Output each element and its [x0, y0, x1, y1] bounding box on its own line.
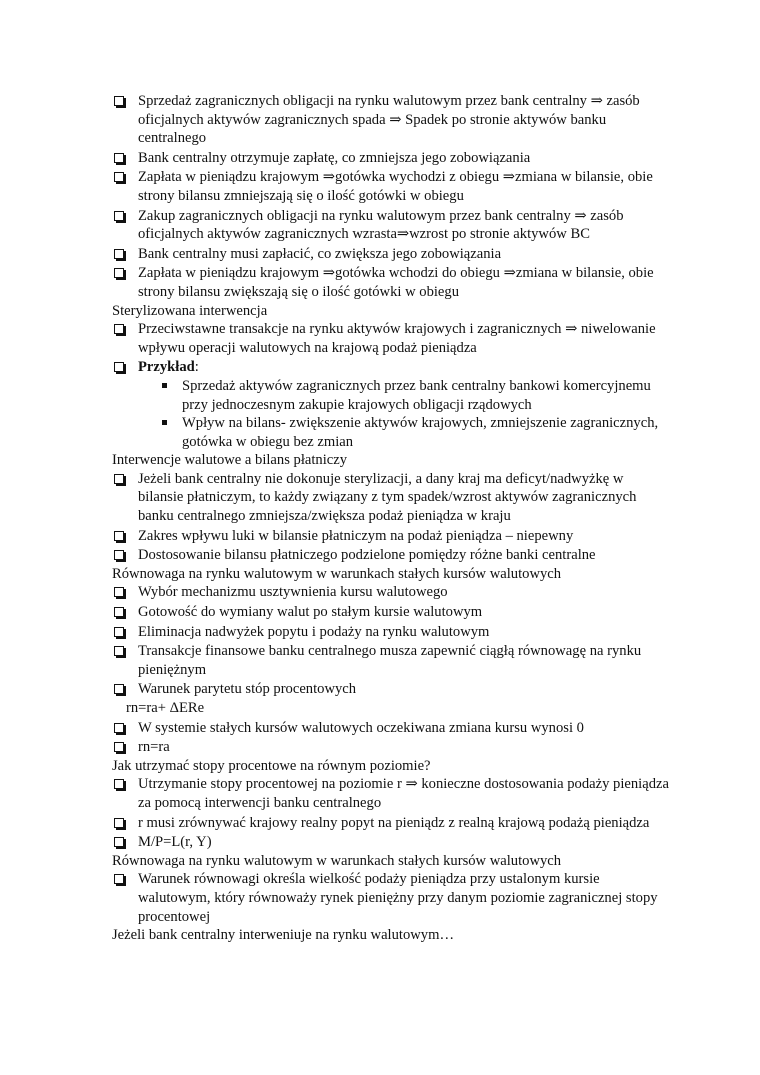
checkbox-bullet-icon	[114, 362, 124, 372]
square-bullet-icon	[162, 383, 167, 388]
sub-list-item-text: Wpływ na bilans- zwiększenie aktywów krajowych, zmniejszenie zagranicznych, gotówka w obiegu bez zmian	[182, 415, 659, 450]
list-item-text: Transakcje finansowe banku centralnego musza zapewnić ciągłą równowagę na rynku pieniężnym	[138, 643, 642, 678]
list-item	[112, 245, 672, 264]
checkbox-bullet-icon	[114, 324, 124, 334]
checkbox-bullet-icon	[114, 587, 124, 597]
list-item-text: Przeciwstawne transakcje na rynku aktywów krajowych i zagranicznych ⇒ niwelowanie wpływu operacji walutowych na krajową podaż pieniądza	[138, 321, 656, 356]
checkbox-bullet-icon	[114, 627, 124, 637]
checkbox-bullet-icon	[114, 742, 124, 752]
checkbox-bullet-icon	[114, 646, 124, 656]
list-item	[112, 719, 672, 738]
checkbox-bullet-icon	[114, 779, 124, 789]
sub-list-item	[112, 414, 672, 451]
list-item	[112, 470, 672, 526]
checkbox-bullet-icon	[114, 531, 124, 541]
list-item-text: Zakres wpływu luki w bilansie płatniczym na podaż pieniądza – niepewny	[138, 527, 574, 544]
example-label: Przykład	[138, 359, 195, 376]
list-item	[112, 642, 672, 679]
list-item-text: Zakup zagranicznych obligacji na rynku walutowym przez bank centralny ⇒ zasób oficjalnych aktywów zagranicznych wzrasta⇒wzrost po stronie aktywów BC	[138, 207, 624, 243]
example-label-colon: :	[194, 359, 199, 376]
section-heading: Sterylizowana interwencja	[112, 302, 268, 319]
list-item-text: Zapłata w pieniądzu krajowym ⇒gotówka wychodzi z obiegu ⇒zmiana w bilansie, obie strony bilansu zmniejszają się o ilość gotówki w obiegu	[138, 169, 653, 204]
list-item-text: Zapłata w pieniądzu krajowym ⇒gotówka wchodzi do obiegu ⇒zmiana w bilansie, obie strony bilansu zwiększają się o ilość gotówki w obiegu	[138, 265, 654, 300]
list-item	[112, 775, 672, 812]
list-item-text: Bank centralny musi zapłacić, co zwiększa jego zobowiązania	[138, 245, 502, 262]
list-item	[112, 546, 672, 565]
checkbox-bullet-icon	[114, 153, 124, 163]
list-item-text: Gotowość do wymiany walut po stałym kursie walutowym	[138, 604, 483, 621]
list-item	[112, 264, 672, 301]
list-item	[112, 92, 672, 148]
list-item-text: Warunek parytetu stóp procentowych	[138, 681, 357, 698]
list-item	[112, 168, 672, 205]
square-bullet-icon	[162, 420, 167, 425]
list-item-text: r musi zrównywać krajowy realny popyt na pieniądz z realną krajową podażą pieniądza	[138, 814, 650, 831]
list-item-text: Wybór mechanizmu usztywnienia kursu walutowego	[138, 584, 448, 601]
sub-list-item-text: Sprzedaż aktywów zagranicznych przez bank centralny bankowi komercyjnemu przy jednoczesnym zakupie krajowych obligacji rządowych	[182, 377, 651, 413]
checkbox-bullet-icon	[114, 837, 124, 847]
list-item	[112, 149, 672, 168]
checkbox-bullet-icon	[114, 550, 124, 560]
list-item	[112, 623, 672, 642]
checkbox-bullet-icon	[114, 172, 124, 182]
checkbox-bullet-icon	[114, 607, 124, 617]
list-item-text: Bank centralny otrzymuje zapłatę, co zmniejsza jego zobowiązania	[138, 149, 531, 166]
list-item	[112, 870, 672, 926]
checkbox-bullet-icon	[114, 723, 124, 733]
section-heading: Jak utrzymać stopy procentowe na równym poziomie?	[112, 757, 431, 774]
list-item-text: Sprzedaż zagranicznych obligacji na rynku walutowym przez bank centralny ⇒ zasób oficjalnych aktywów zagranicznych spada ⇒ Spadek po stronie aktywów banku centralnego	[138, 93, 640, 147]
checkbox-bullet-icon	[114, 474, 124, 484]
list-item	[112, 207, 672, 244]
checkbox-bullet-icon	[114, 684, 124, 694]
list-item	[112, 814, 672, 833]
list-item	[112, 358, 672, 377]
list-item-text: W systemie stałych kursów walutowych oczekiwana zmiana kursu wynosi 0	[138, 719, 584, 736]
list-item-text: Warunek równowagi określa wielkość podaży pieniądza przy ustalonym kursie walutowym, który równoważy rynek pieniężny przy danym poziomie zagranicznej stopy procentowej	[138, 871, 658, 925]
list-item	[112, 320, 672, 357]
section-heading: Równowaga na rynku walutowym w warunkach stałych kursów walutowych	[112, 565, 562, 582]
list-item	[112, 833, 672, 852]
list-item-text: Jeżeli bank centralny nie dokonuje sterylizacji, a dany kraj ma deficyt/nadwyżkę w bilansie płatniczym, to każdy związany z tym spadek/wzrost aktywów zagranicznych banku centralnego zmniejsza/zwiększa podaż pieniądza w kraju	[138, 470, 637, 525]
checkbox-bullet-icon	[114, 818, 124, 828]
formula-line: rn=ra+ ΔERe	[126, 700, 205, 716]
checkbox-bullet-icon	[114, 211, 124, 221]
list-item-text: Dostosowanie bilansu płatniczego podzielone pomiędzy różne banki centralne	[138, 547, 596, 564]
list-item-text: M/P=L(r, Y)	[138, 834, 212, 851]
list-item	[112, 738, 672, 757]
sub-list-item	[112, 377, 672, 414]
section-heading: Interwencje walutowe a bilans płatniczy	[112, 452, 348, 469]
section-heading: Równowaga na rynku walutowym w warunkach stałych kursów walutowych	[112, 852, 562, 869]
list-item-text: Utrzymanie stopy procentowej na poziomie r ⇒ konieczne dostosowania podaży pieniądza za pomocą interwencji banku centralnego	[138, 776, 669, 811]
checkbox-bullet-icon	[114, 249, 124, 259]
list-item	[112, 527, 672, 546]
checkbox-bullet-icon	[114, 874, 124, 884]
document-content	[112, 92, 672, 945]
checkbox-bullet-icon	[114, 96, 124, 106]
list-item	[112, 583, 672, 602]
list-item	[112, 680, 672, 699]
list-item-text: Eliminacja nadwyżek popytu i podaży na rynku walutowym	[138, 623, 490, 640]
checkbox-bullet-icon	[114, 268, 124, 278]
list-item	[112, 603, 672, 622]
list-item-text: rn=ra	[138, 739, 170, 756]
closing-line: Jeżeli bank centralny interweniuje na rynku walutowym…	[112, 927, 455, 944]
